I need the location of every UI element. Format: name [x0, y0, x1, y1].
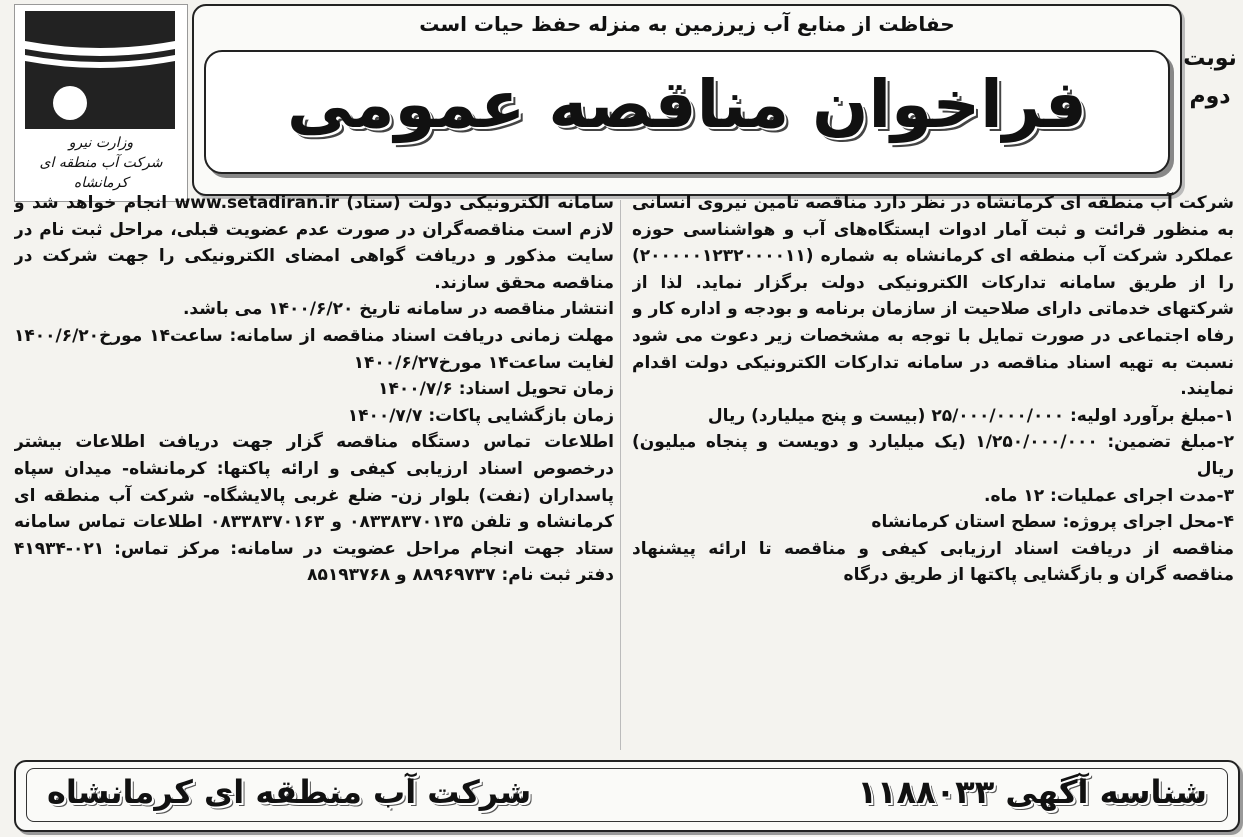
- process-paragraph: مناقصه از دریافت اسناد ارزیابی کیفی و مناقصه تا ارائه پیشنهاد مناقصه گران و بازگشایی پاکتها از طریق درگاه: [632, 538, 1234, 586]
- column-divider: [620, 200, 621, 750]
- intro-paragraph: شرکت آب منطقه ای کرمانشاه در نظر دارد مناقصه تامین نیروی انسانی به منظور قرائت و ثبت آمار ادوات ایستگاه‌های آب و هواشناسی حوزه عملکرد شرکت آب منطقه ای کرمانشاه به شماره (۲۰۰۰۰۰۱۲۳۲۰۰۰۰۱۱) را از طریق سامانه تدارکات الکترونیکی دولت برگزار نماید. لذا از شرکتهای خدماتی دارای صلاحیت از سازمان برنامه و بودجه و اداره کار و رفاه اجتماعی در صورت تمایل با توجه به مشخصات زیر دعوت می شود نسبت به تهیه اسناد مناقصه در سامانه تدارکات الکترونیکی دولت اقدام نمایند.: [632, 193, 1234, 400]
- guarantee-item: ۲-مبلغ تضمین: ۱/۲۵۰/۰۰۰/۰۰۰ (یک میلیارد و دویست و پنجاه میلیون) ریال: [632, 432, 1234, 479]
- right-column: [632, 190, 1234, 756]
- logo-box: [14, 4, 188, 202]
- round-label-line1: نوبت: [1183, 46, 1237, 71]
- estimate-item: ۱-مبلغ برآورد اولیه: ۲۵/۰۰۰/۰۰۰/۰۰۰ (بیست و پنج میلیارد) ریال: [707, 405, 1234, 426]
- setad-paragraph: سامانه الکترونیکی دولت (ستاد) www.setadiran.ir انجام خواهد شد و لازم است مناقصه‌گران در صورت عدم عضویت قبلی، مراحل ثبت نام در سایت مذکور و دریافت گواهی امضای الکترونیکی را جهت شرکت در مناقصه محقق سازند.: [14, 193, 614, 293]
- publish-date: انتشار مناقصه در سامانه تاریخ ۱۴۰۰/۶/۲۰ می باشد.: [182, 299, 614, 320]
- contact-paragraph: اطلاعات تماس دستگاه مناقصه گزار جهت دریافت اطلاعات بیشتر درخصوص اسناد ارزیابی کیفی و ارائه پاکتها: کرمانشاه- میدان سپاه پاسداران (نفت) بلوار زن- ضلع غربی پالایشگاه- شرکت آب منطقه ای کرمانشاه و تلفن ۰۸۳۳۸۳۷۰۱۳۵ و ۰۸۳۳۸۳۷۰۱۶۳ اطلاعات تماس سامانه ستاد جهت انجام مراحل عضویت در سامانه: مرکز تماس: ۰۲۱-۴۱۹۳۴ دفتر ثبت نام: ۸۸۹۶۹۷۳۷ و ۸۵۱۹۳۷۶۸: [14, 432, 614, 586]
- footer: [14, 760, 1240, 832]
- ad-id: شناسه آگهی ۱۱۸۸۰۳۳: [857, 773, 1207, 811]
- header-banner: [192, 4, 1182, 196]
- footer-frame: [26, 768, 1228, 822]
- duration-item: ۳-مدت اجرای عملیات: ۱۲ ماه.: [984, 485, 1234, 506]
- round-label-line2: دوم: [1189, 84, 1231, 109]
- logo-caption: [19, 133, 183, 193]
- water-company-logo-icon: [25, 11, 175, 129]
- left-column: [14, 190, 614, 756]
- download-deadline: مهلت زمانی دریافت اسناد مناقصه از سامانه: ساعت۱۴ مورخ۱۴۰۰/۶/۲۰ لغایت ساعت۱۴ مورخ۱۴۰۰/۶/۲۷: [14, 325, 614, 373]
- location-item: ۴-محل اجرای پروژه: سطح استان کرمانشاه: [871, 512, 1234, 533]
- opening-date: زمان بازگشایی پاکات: ۱۴۰۰/۷/۷: [347, 405, 614, 426]
- round-label: [1180, 40, 1240, 116]
- submission-date: زمان تحویل اسناد: ۱۴۰۰/۷/۶: [378, 379, 614, 400]
- logo-company-text: شرکت آب منطقه ای کرمانشاه: [39, 155, 163, 191]
- page-title: فراخوان مناقصه عمومی: [287, 66, 1087, 143]
- footer-company: شرکت آب منطقه ای کرمانشاه: [47, 773, 532, 811]
- slogan: حفاظت از منابع آب زیرزمین به منزله حفظ حیات است: [419, 12, 955, 36]
- title-plate: [204, 50, 1170, 174]
- logo-ministry-text: وزارت نیرو: [68, 135, 134, 151]
